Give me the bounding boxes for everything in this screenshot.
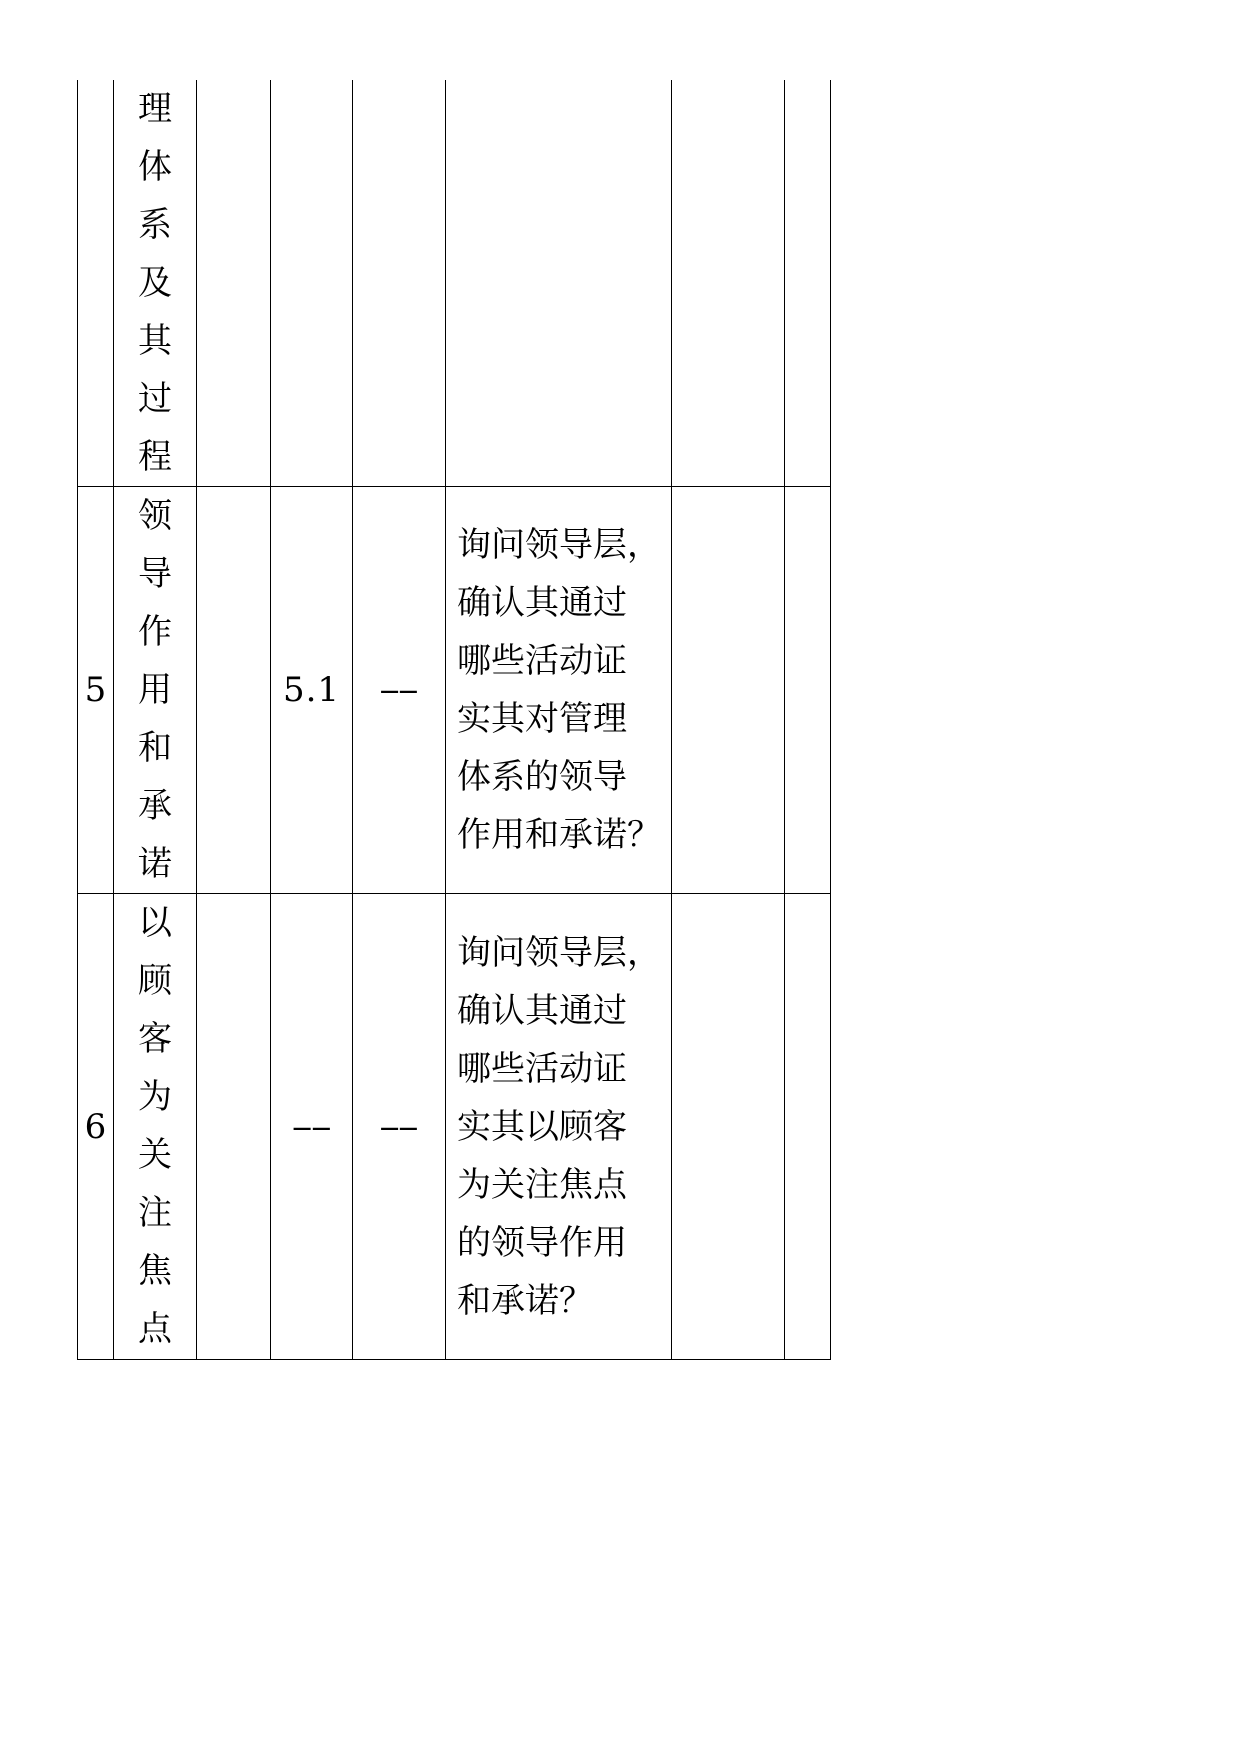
clause-cell xyxy=(271,80,353,487)
record-cell xyxy=(672,487,785,894)
clause-cell xyxy=(271,487,353,894)
clause-text: 5.1 xyxy=(282,670,341,710)
method-line: 为关注焦点 xyxy=(457,1164,627,1205)
method-cell xyxy=(446,894,672,1360)
method-line: 和承诺？ xyxy=(457,1280,593,1321)
audit-checklist-table xyxy=(77,80,831,1360)
clause-2-cell xyxy=(353,894,446,1360)
method-line: 体系的领导 xyxy=(457,757,627,797)
method-line: 哪些活动证 xyxy=(457,1048,627,1089)
item-text: 领导作用和承诺 xyxy=(138,496,172,884)
clause-2-text: —— xyxy=(380,1106,418,1147)
method-line: 确认其通过 xyxy=(457,583,627,623)
row-number-cell xyxy=(78,894,114,1360)
item-cell xyxy=(114,487,197,894)
table-row xyxy=(78,80,831,487)
method-line: 询问领导层， xyxy=(457,525,661,565)
method-cell xyxy=(446,80,672,487)
item-cell xyxy=(114,80,197,487)
clause-text: —— xyxy=(292,1106,331,1147)
clause-2-cell xyxy=(353,80,446,487)
method-cell xyxy=(446,487,672,894)
table-row xyxy=(78,487,831,894)
item-text: 以顾客为关注焦点 xyxy=(138,903,172,1349)
row-number: 5 xyxy=(84,670,107,710)
method-line: 确认其通过 xyxy=(457,990,627,1031)
empty-cell xyxy=(197,894,271,1360)
clause-2-text: —— xyxy=(380,670,418,710)
item-cell xyxy=(114,894,197,1360)
method-line: 的领导作用 xyxy=(457,1222,627,1263)
clause-2-cell xyxy=(353,487,446,894)
remark-cell xyxy=(785,80,831,487)
row-number-cell xyxy=(78,487,114,894)
remark-cell xyxy=(785,894,831,1360)
empty-cell xyxy=(197,487,271,894)
method-line: 作用和承诺？ xyxy=(457,815,661,855)
record-cell xyxy=(672,894,785,1360)
method-line: 哪些活动证 xyxy=(457,641,627,681)
method-line: 实其对管理 xyxy=(457,699,627,739)
empty-cell xyxy=(197,80,271,487)
item-text: 理体系及其过程 xyxy=(138,89,172,477)
record-cell xyxy=(672,80,785,487)
method-line: 询问领导层， xyxy=(457,932,661,973)
row-number: 6 xyxy=(84,1106,107,1147)
table-row xyxy=(78,894,831,1360)
clause-cell xyxy=(271,894,353,1360)
remark-cell xyxy=(785,487,831,894)
row-number-cell xyxy=(78,80,114,487)
method-line: 实其以顾客 xyxy=(457,1106,627,1147)
